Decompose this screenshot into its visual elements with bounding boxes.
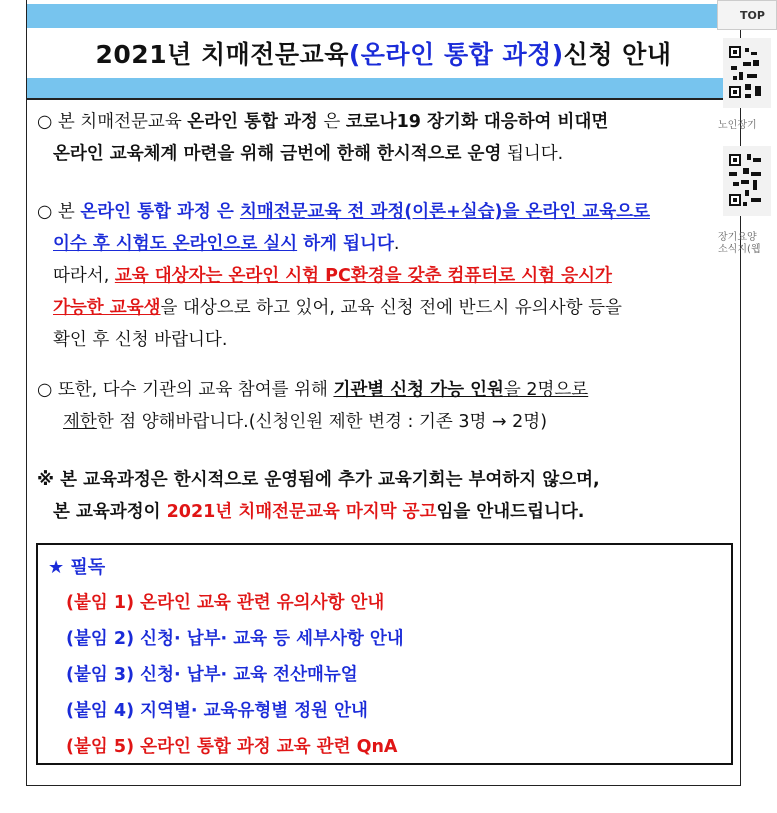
top-button[interactable]: TOP (717, 0, 777, 30)
text-red-underline: 가능한 교육생 (53, 298, 161, 318)
text-bold: 코로나19 장기화 대응하여 비대면 (345, 112, 609, 132)
right-sidebar (717, 0, 765, 813)
attachment-link-4[interactable]: (붙임 4) 지역별· 교육유형별 정원 안내 (66, 701, 368, 721)
text-blue: 하게 됩니다 (297, 234, 394, 254)
text: 따라서, (53, 266, 115, 286)
text-blue-underline: 치매전문교육 전 과정(이론+실습)을 온라인 교육으로 (239, 202, 650, 222)
text: 을 대상으로 하고 있어, 교육 신청 전에 반드시 유의사항 등을 (160, 298, 622, 318)
title-suffix: 신청 안내 (563, 40, 672, 69)
text: 한 점 양해바랍니다.(신청인원 제한 변경 : 기존 3명 → 2명) (96, 412, 548, 432)
text-bold: 본 교육과정이 (53, 502, 167, 522)
top-color-band (27, 4, 740, 28)
notice-panel (26, 0, 741, 786)
text: . (393, 234, 400, 254)
paragraph-applicant-limit (37, 374, 717, 438)
qr-1-caption: 노인장기 (718, 120, 757, 131)
text-underline: 을 2명으로 (503, 380, 589, 400)
text-bold: 온라인 통합 과정 (187, 112, 318, 132)
text-bold: 임을 안내드립니다. (436, 502, 585, 522)
text-underline: 제한 (63, 412, 97, 432)
text-bold: ※ 본 교육과정은 한시적으로 운영됨에 추가 교육기회는 부여하지 않으며, (37, 470, 600, 490)
title-accent: (온라인 통합 과정) (348, 40, 564, 69)
qr-code-2[interactable] (723, 146, 771, 216)
text: 은 (317, 112, 346, 132)
must-read-box (36, 543, 733, 765)
text: 확인 후 신청 바랍니다. (53, 330, 228, 350)
text-red: 2021년 치매전문교육 마지막 공고 (166, 502, 437, 522)
qr-2-caption-1: 장기요양 (718, 232, 757, 243)
text-bold-underline: 기관별 신청 가능 인원 (333, 380, 504, 400)
text: ○ 본 (37, 202, 81, 222)
text: ○ 또한, 다수 기관의 교육 참여를 위해 (37, 380, 334, 400)
title-underline-band (27, 78, 740, 98)
qr-code-2-icon (729, 154, 765, 208)
notice-body (27, 98, 740, 786)
qr-code-1-icon (729, 46, 765, 100)
text: ○ 본 치매전문교육 (37, 112, 188, 132)
qr-code-1[interactable] (723, 38, 771, 108)
must-read-heading: ★ 필독 (48, 557, 106, 578)
attachment-link-5[interactable]: (붙임 5) 온라인 통합 과정 교육 관련 QnA (66, 737, 398, 757)
text-blue: 온라인 통합 과정 은 (80, 202, 240, 222)
text-blue-underline: 이수 후 시험도 온라인으로 실시 (53, 234, 298, 254)
title-prefix: 2021년 치매전문교육 (95, 40, 349, 69)
page-title (27, 28, 740, 78)
paragraph-final-notice (37, 464, 717, 528)
text: 됩니다. (501, 144, 564, 164)
attachment-link-2[interactable]: (붙임 2) 신청· 납부· 교육 등 세부사항 안내 (66, 629, 404, 649)
attachment-link-3[interactable]: (붙임 3) 신청· 납부· 교육 전산매뉴얼 (66, 665, 358, 685)
paragraph-online-course (37, 106, 717, 170)
paragraph-exam-notice (37, 196, 717, 356)
qr-2-caption-2: 소식지(웹 (718, 244, 761, 255)
text-red-underline: 교육 대상자는 온라인 시험 PC환경을 갖춘 컴퓨터로 시험 응시가 (114, 266, 612, 286)
text-bold: 온라인 교육체계 마련을 위해 금번에 한해 한시적으로 운영 (53, 144, 502, 164)
attachment-link-1[interactable]: (붙임 1) 온라인 교육 관련 유의사항 안내 (66, 593, 385, 613)
